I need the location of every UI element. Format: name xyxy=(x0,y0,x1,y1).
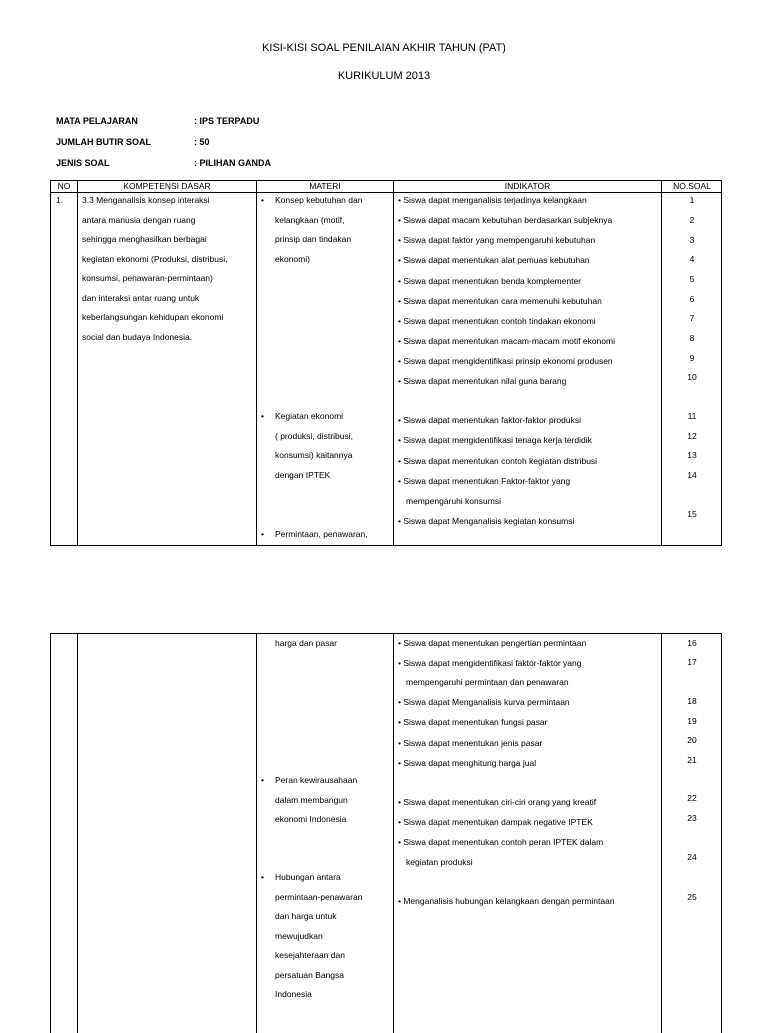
row-number: 1. xyxy=(56,195,64,205)
indikator-column xyxy=(394,181,661,545)
indikator-item: • Menganalisis hubungan kelangkaan dengan permintaan xyxy=(398,896,615,906)
kd-line: social dan budaya Indonesia. xyxy=(82,331,193,342)
meta-value: : 50 xyxy=(194,137,210,147)
header-indikator: INDIKATOR xyxy=(504,181,551,191)
materi-line: Indonesia xyxy=(275,989,312,999)
indikator-item: • Siswa dapat menentukan fungsi pasar xyxy=(398,717,548,727)
indikator-item: • Siswa dapat menentukan contoh tindakan ekonomi xyxy=(398,316,596,326)
indikator-item: • Siswa dapat menentukan contoh peran IPTEK dalam xyxy=(398,837,604,847)
kd-line: antara manusia dengan ruang xyxy=(82,214,196,225)
indikator-item: • Siswa dapat menentukan cara memenuhi kebutuhan xyxy=(398,296,602,306)
materi-line: harga dan pasar xyxy=(275,638,337,648)
indikator-item: • Siswa dapat menentukan benda komplementer xyxy=(398,276,582,286)
indikator-item: • Siswa dapat menentukan macam-macam motif ekonomi xyxy=(398,336,615,346)
no-soal: 12 xyxy=(687,431,697,441)
no-soal: 13 xyxy=(687,450,697,460)
materi-line: dengan IPTEK xyxy=(275,469,331,480)
bullet: • xyxy=(261,872,264,882)
bullet: • xyxy=(261,775,264,785)
no-soal: 2 xyxy=(689,215,695,225)
kd-line: sehingga menghasilkan berbagai xyxy=(82,234,207,244)
document-subtitle: KURIKULUM 2013 xyxy=(337,70,431,82)
materi-line: permintaan-penawaran xyxy=(275,891,363,902)
materi-item xyxy=(257,525,368,545)
meta-value: : PILIHAN GANDA xyxy=(194,158,271,168)
materi-item xyxy=(257,191,362,269)
kd-line: kegiatan ekonomi (Produksi, distribusi, xyxy=(82,253,228,264)
materi-line: dan harga untuk xyxy=(275,911,337,921)
no-soal-column xyxy=(662,181,722,545)
no-soal: 4 xyxy=(689,254,695,264)
materi-line: prinsip dan tindakan xyxy=(275,234,352,244)
indikator-item: • Siswa dapat Menganalisis kegiatan konsumsi xyxy=(398,516,575,526)
indikator-item: • Siswa dapat menghitung harga jual xyxy=(398,758,537,768)
no-soal: 15 xyxy=(687,509,697,519)
no-soal: 23 xyxy=(687,813,697,823)
materi-line: Kegiatan ekonomi xyxy=(275,411,344,421)
header-no-soal: NO.SOAL xyxy=(673,181,711,191)
kompetensi-dasar-text xyxy=(82,191,254,347)
indikator-column xyxy=(394,634,661,1033)
no-soal: 8 xyxy=(689,333,695,343)
indikator-item: • Siswa dapat menentukan dampak negative IPTEK xyxy=(398,817,593,827)
kd-line: konsumsi, penawaran-permintaan) xyxy=(82,273,213,283)
indikator-item: • Siswa dapat macam kebutuhan berdasarkan subjeknya xyxy=(398,215,613,225)
no-soal: 22 xyxy=(687,793,697,803)
indikator-item: • Siswa dapat menentukan nilai guna barang xyxy=(398,376,567,386)
indikator-item: • Siswa dapat menganalisis terjadinya kelangkaan xyxy=(398,195,587,205)
materi-line: konsumsi) kaitannya xyxy=(275,450,353,460)
no-soal: 11 xyxy=(687,411,697,421)
materi-item xyxy=(257,868,362,1005)
indikator-item: • Siswa dapat menentukan jenis pasar xyxy=(398,738,543,748)
materi-line: ( produksi, distribusi, xyxy=(275,430,353,441)
meta-key: JENIS SOAL xyxy=(56,158,110,168)
materi-line: kelangkaan (motif, xyxy=(275,214,345,225)
no-soal: 5 xyxy=(689,274,695,284)
kd-line: 3.3 Menganalisis konsep interaksi xyxy=(82,195,210,205)
header-no: NO xyxy=(57,181,71,191)
indikator-item: • Siswa dapat menentukan alat pemuas kebutuhan xyxy=(398,255,590,265)
no-soal-column xyxy=(662,634,722,1033)
indikator-continuation: mempengaruhi konsumsi xyxy=(406,496,501,506)
column-divider xyxy=(77,634,78,1033)
indikator-item: • Siswa dapat mengidentifikasi prinsip ekonomi produsen xyxy=(398,356,613,366)
materi-item xyxy=(257,771,357,830)
materi-line: kesejahteraan dan xyxy=(275,950,345,960)
kisi-kisi-table-page-1 xyxy=(50,180,722,546)
bullet: • xyxy=(261,195,264,205)
indikator-continuation: mempengaruhi permintaan dan penawaran xyxy=(406,677,569,687)
bullet: • xyxy=(261,411,264,421)
no-soal: 6 xyxy=(689,294,695,304)
materi-item xyxy=(257,407,353,485)
no-soal: 17 xyxy=(687,657,697,667)
no-soal: 21 xyxy=(687,755,697,765)
indikator-item: • Siswa dapat menentukan ciri-ciri orang yang kreatif xyxy=(398,797,597,807)
no-soal: 10 xyxy=(687,372,697,382)
materi-line: Peran kewirausahaan xyxy=(275,775,358,785)
bullet: • xyxy=(261,529,264,539)
kisi-kisi-table-page-2 xyxy=(50,633,722,1033)
no-soal: 24 xyxy=(687,852,697,862)
no-soal: 1 xyxy=(689,195,695,205)
no-soal: 18 xyxy=(687,696,697,706)
materi-line: Konsep kebutuhan dan xyxy=(275,195,363,205)
materi-line: dalam membangun xyxy=(275,794,348,805)
materi-line: Hubungan antara xyxy=(275,872,341,882)
header-materi: MATERI xyxy=(309,181,341,191)
document-title: KISI-KISI SOAL PENILAIAN AKHIR TAHUN (PAT) xyxy=(262,42,506,54)
indikator-item: • Siswa dapat mengidentifikasi faktor-faktor yang xyxy=(398,658,582,668)
indikator-item: • Siswa dapat menentukan pengertian permintaan xyxy=(398,638,587,648)
no-soal: 25 xyxy=(687,892,697,902)
indikator-item: • Siswa dapat faktor yang mempengaruhi kebutuhan xyxy=(398,235,596,245)
indikator-item: • Siswa dapat mengidentifikasi tenaga kerja terdidik xyxy=(398,435,592,445)
no-soal: 9 xyxy=(689,353,695,363)
no-soal: 7 xyxy=(689,313,695,323)
meta-key: MATA PELAJARAN xyxy=(56,116,138,126)
meta-key: JUMLAH BUTIR SOAL xyxy=(56,137,151,147)
no-soal: 14 xyxy=(687,470,697,480)
kd-line: dan interaksi antar ruang untuk xyxy=(82,292,200,303)
meta-value: : IPS TERPADU xyxy=(194,116,260,126)
materi-line: persatuan Bangsa xyxy=(275,969,344,980)
materi-line: ekonomi) xyxy=(275,253,310,264)
kd-line: keberlangsungan kehidupan ekonomi xyxy=(82,312,224,322)
indikator-continuation: kegiatan produksi xyxy=(406,857,473,867)
materi-line: mewujudkan xyxy=(275,930,323,941)
indikator-item: • Siswa dapat menentukan faktor-faktor produksi xyxy=(398,415,581,425)
indikator-item: • Siswa dapat menentukan Faktor-faktor yang xyxy=(398,476,571,486)
materi-line: Permintaan, penawaran, xyxy=(275,529,368,539)
no-soal: 19 xyxy=(687,716,697,726)
materi-line: ekonomi Indonesia xyxy=(275,814,347,824)
materi-item-continued xyxy=(257,634,337,654)
no-soal: 20 xyxy=(687,735,697,745)
indikator-item: • Siswa dapat menentukan contoh kegiatan distribusi xyxy=(398,456,598,466)
header-kompetensi-dasar: KOMPETENSI DASAR xyxy=(123,181,211,191)
no-soal: 16 xyxy=(687,638,697,648)
column-divider xyxy=(77,181,78,545)
indikator-item: • Siswa dapat Menganalisis kurva permintaan xyxy=(398,697,570,707)
no-soal: 3 xyxy=(689,235,695,245)
